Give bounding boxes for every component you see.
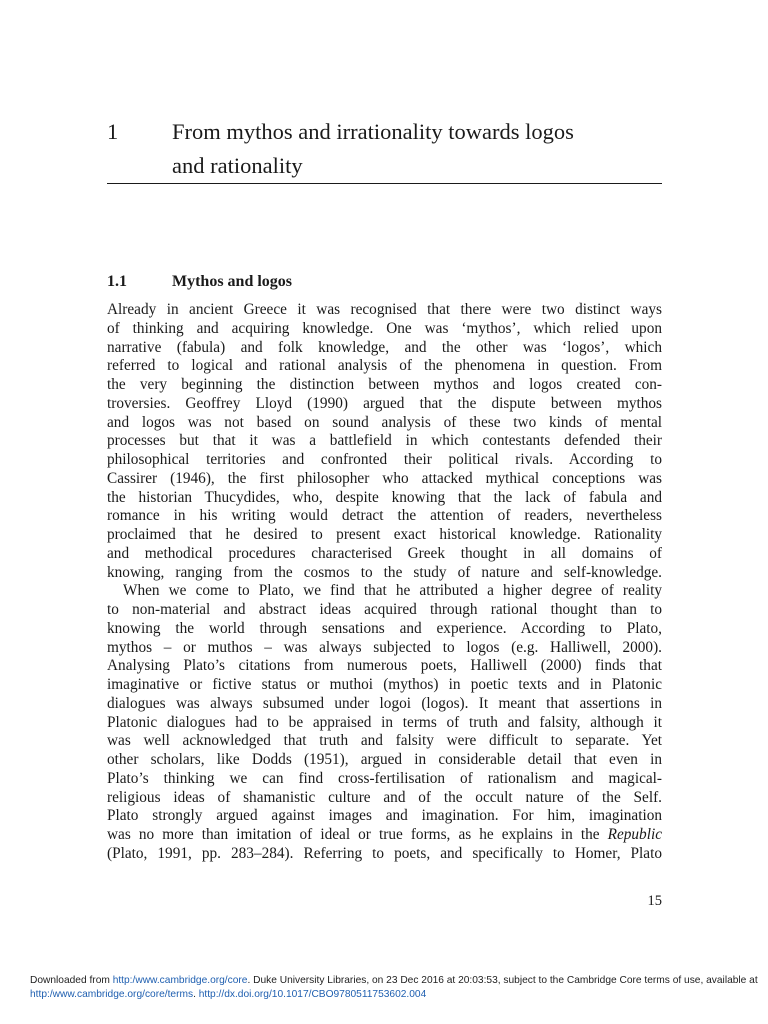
body-line: and logos was not based on sound analysis of these two kinds of mental <box>107 413 662 431</box>
body-line: narrative (fabula) and folk knowledge, and the other was ‘logos’, which <box>107 338 662 356</box>
body-line: the very beginning the distinction between mythos and logos created con- <box>107 376 662 393</box>
section-title: Mythos and logos <box>172 273 293 290</box>
body-text <box>107 301 662 864</box>
body-line: Already in ancient Greece it was recognised that there were two distinct ways <box>107 301 662 318</box>
body-line: was well acknowledged that truth and falsity were difficult to separate. Yet <box>107 732 662 750</box>
body-line: mythos – or muthos – was always subjected to logos (e.g. Halliwell, 2000). <box>107 638 662 656</box>
download-notice-middle: . Duke University Libraries, on 23 Dec 2016 at 20:03:53, subject to the Cambridge Core terms of use, available at <box>247 975 758 986</box>
body-line: knowing, ranging from the cosmos to the study of nature and self-knowledge. <box>107 563 662 581</box>
body-line: philosophical territories and confronted their political rivals. According to <box>107 451 662 468</box>
body-line: Plato’s thinking we can find cross-fertilisation of rationalism and magical- <box>107 769 662 787</box>
chapter-divider <box>107 183 662 184</box>
italic-title-republic: Republic <box>607 826 662 843</box>
body-line: proclaimed that he desired to present exact historical knowledge. Rationality <box>107 526 662 543</box>
download-notice <box>30 974 760 1002</box>
chapter-title <box>172 115 642 183</box>
body-line: When we come to Plato, we find that he attributed a higher degree of reality <box>123 582 662 600</box>
body-line: religious ideas of shamanistic culture and of the occult nature of the Self. <box>107 788 662 806</box>
chapter-number: 1 <box>107 119 119 144</box>
download-notice-separator: . <box>193 989 199 1000</box>
body-line: (Plato, 1991, pp. 283–284). Referring to poets, and specifically to Homer, Plato <box>107 844 662 862</box>
body-line: and methodical procedures characterised Greek thought in all domains of <box>107 544 662 562</box>
body-line: Cassirer (1946), the first philosopher who attacked mythical conceptions was <box>107 469 662 487</box>
body-line: other scholars, like Dodds (1951), argued in considerable detail that even in <box>107 751 662 768</box>
body-line <box>107 826 662 845</box>
body-line: of thinking and acquiring knowledge. One was ‘mythos’, which relied upon <box>107 319 662 337</box>
body-line: to non-material and abstract ideas acquired through rational thought than to <box>107 601 662 618</box>
body-line: knowing the world through sensations and experience. According to Plato, <box>107 619 662 637</box>
page-number: 15 <box>647 893 662 909</box>
body-line: Platonic dialogues had to be appraised in terms of truth and falsity, although it <box>107 713 662 731</box>
body-line: referred to logical and rational analysis of the phenomena in question. From <box>107 357 662 375</box>
cambridge-core-link[interactable]: http:/www.cambridge.org/core <box>112 975 248 986</box>
body-line: the historian Thucydides, who, despite knowing that the lack of fabula and <box>107 488 662 506</box>
body-line: dialogues was always subsumed under logoi (logos). It meant that assertions in <box>107 694 662 712</box>
body-line: troversies. Geoffrey Lloyd (1990) argued that the dispute between mythos <box>107 394 662 412</box>
body-line: Analysing Plato’s citations from numerous poets, Halliwell (2000) finds that <box>107 657 662 675</box>
body-line-text: was no more than imitation of ideal or true forms, as he explains in the <box>107 826 600 843</box>
body-line: romance in his writing would detract the attention of readers, nevertheless <box>107 507 662 525</box>
chapter-title-line-2: and rationality <box>172 153 303 178</box>
chapter-title-line-1: From mythos and irrationality towards logos <box>172 119 574 144</box>
doi-link[interactable]: http://dx.doi.org/10.1017/CBO9780511753602.004 <box>198 989 427 1000</box>
body-line: processes but that it was a battlefield in which contestants defended their <box>107 432 662 450</box>
body-line: imaginative or fictive status or muthoi (mythos) in poetic texts and in Platonic <box>107 676 662 693</box>
cambridge-terms-link[interactable]: http:/www.cambridge.org/core/terms <box>30 989 194 1000</box>
body-line: Plato strongly argued against images and imagination. For him, imagination <box>107 807 662 825</box>
section-number: 1.1 <box>107 273 127 290</box>
download-notice-prefix: Downloaded from <box>30 975 113 986</box>
